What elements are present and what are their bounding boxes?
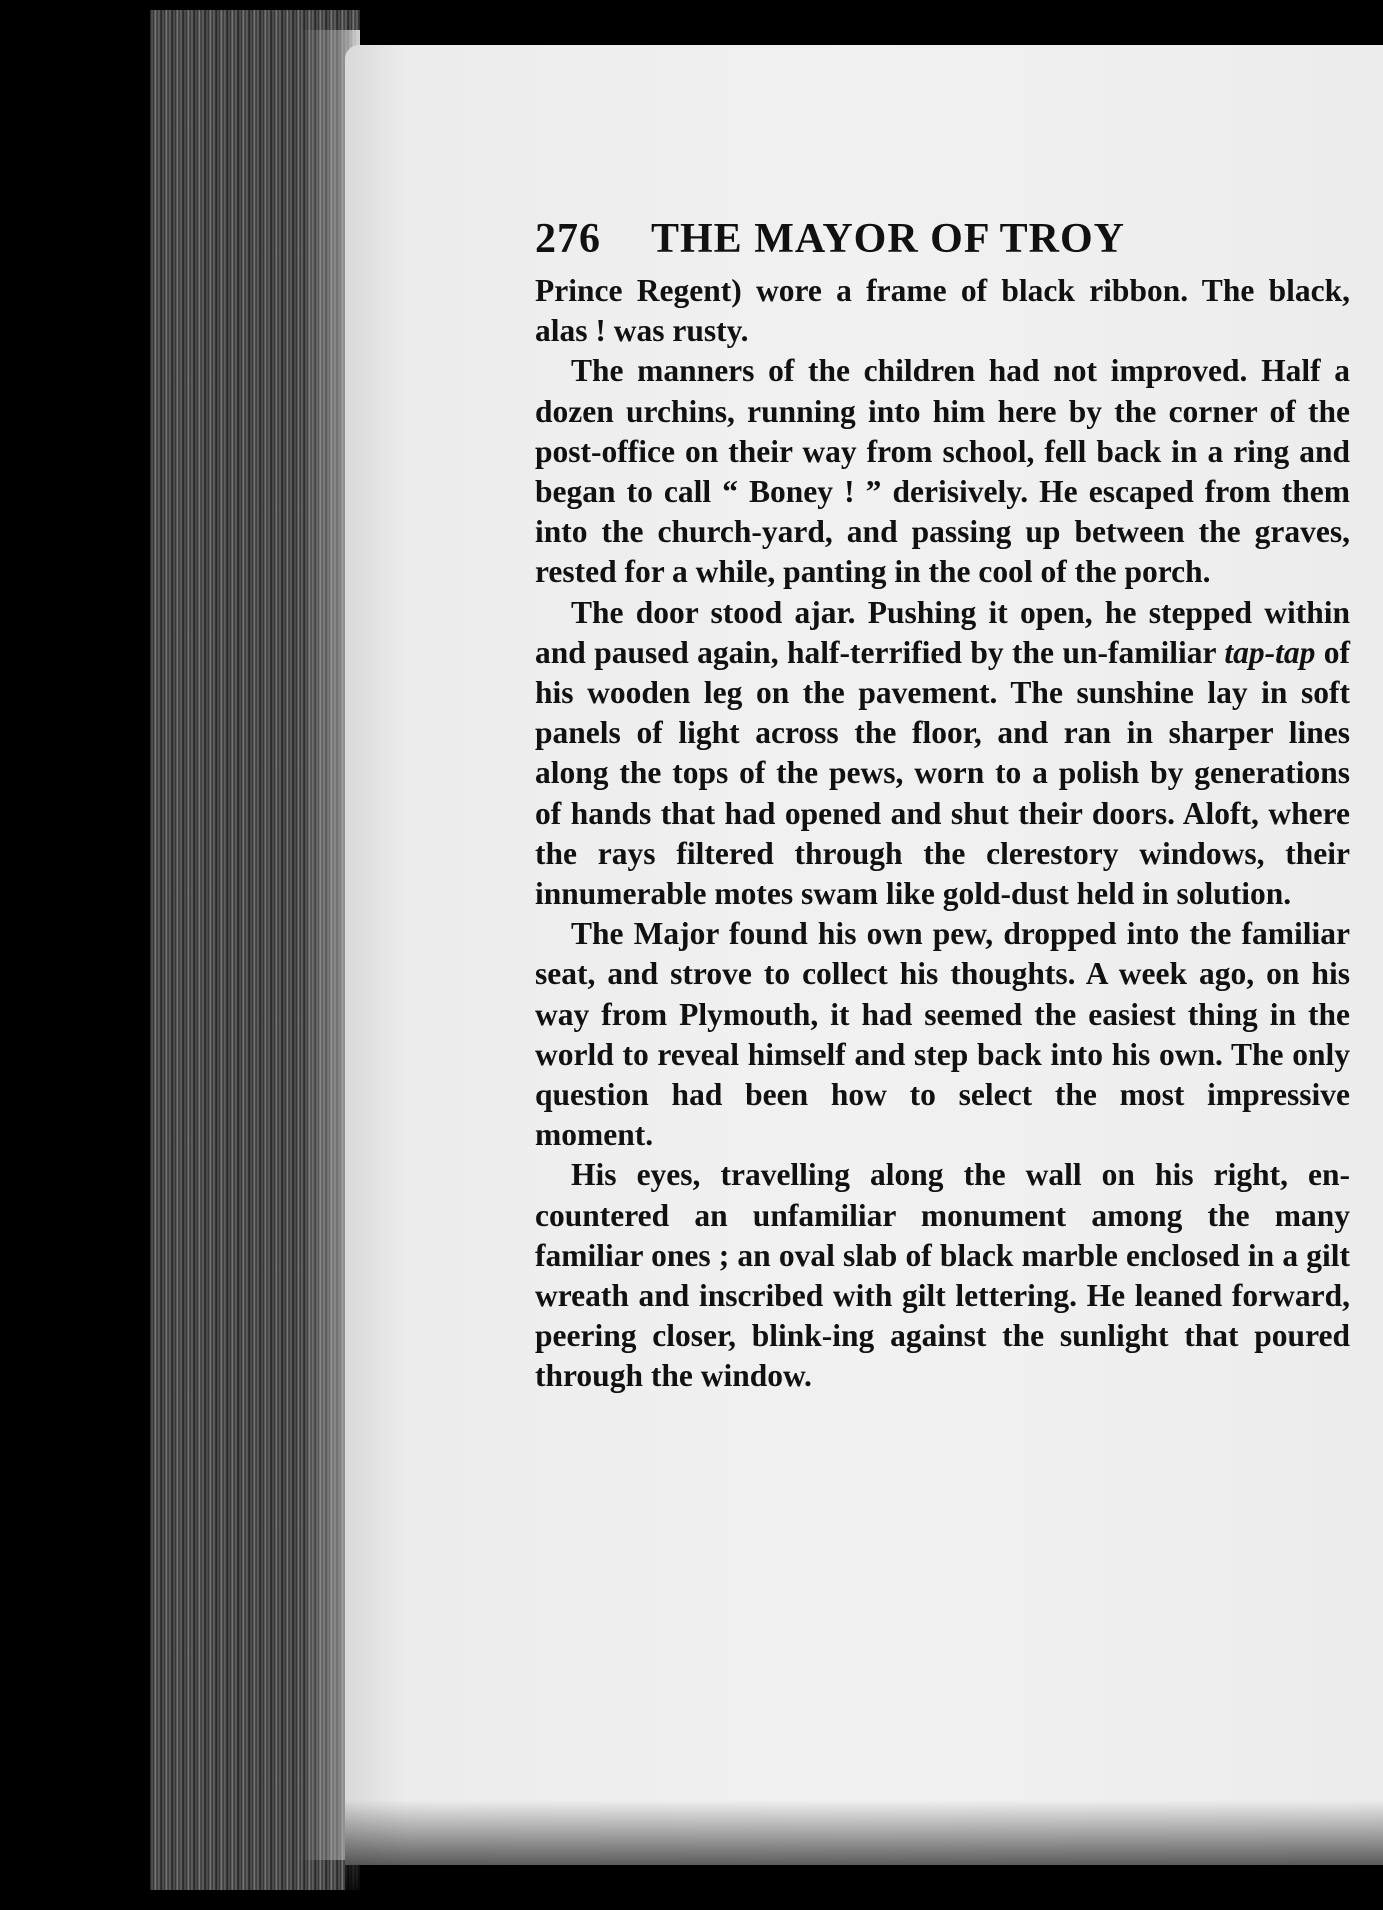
page-text	[535, 215, 1350, 1397]
paragraph-1: Prince Regent) wore a frame of black ribbon. The black, alas ! was rusty.	[535, 273, 1350, 349]
paragraph-3-end: of his wooden leg on the pavement. The sunshine lay in soft panels of light across the floor, and ran in sharper lines along the tops of the pews, worn to a polish by generations of hands that had opened and shut their doors. Aloft, where the rays filtered through the clerestory windows, their innumerable motes swam like gold-dust held in solution.	[535, 634, 1350, 912]
italic-phrase: tap-tap	[1224, 634, 1316, 670]
paragraph-2: The manners of the children had not improved. Half a dozen urchins, running into him here by the corner of the post-office on their way from school, fell back in a ring and began to call “ Boney ! ” derisively. He escaped from them into the church-yard, and passing up between the graves, rested for a while, panting in the cool of the porch.	[535, 353, 1350, 590]
paragraph-4: The Major found his own pew, dropped into the familiar seat, and strove to collect his thoughts. A week ago, on his way from Plymouth, it had seemed the easiest thing in the world to reveal himself and step back into his own. The only question had been how to select the most impressive moment.	[535, 916, 1350, 1153]
paragraph-3	[535, 593, 1350, 915]
paragraph-3-start: The door stood ajar. Pushing it open, he stepped within and paused again, half-terrified by the un-familiar	[535, 594, 1350, 670]
paragraph-5: His eyes, travelling along the wall on his right, en-countered an unfamiliar monument among the many familiar ones ; an oval slab of black marble enclosed in a gilt wreath and inscribed with gilt lettering. He leaned forward, peering closer, blink-ing against the sunlight that poured through the window.	[535, 1157, 1350, 1394]
running-header	[535, 215, 1350, 263]
page-number: 276	[535, 216, 601, 262]
page-bottom-shadow	[345, 1800, 1383, 1890]
running-title: THE MAYOR OF TROY	[651, 216, 1125, 262]
